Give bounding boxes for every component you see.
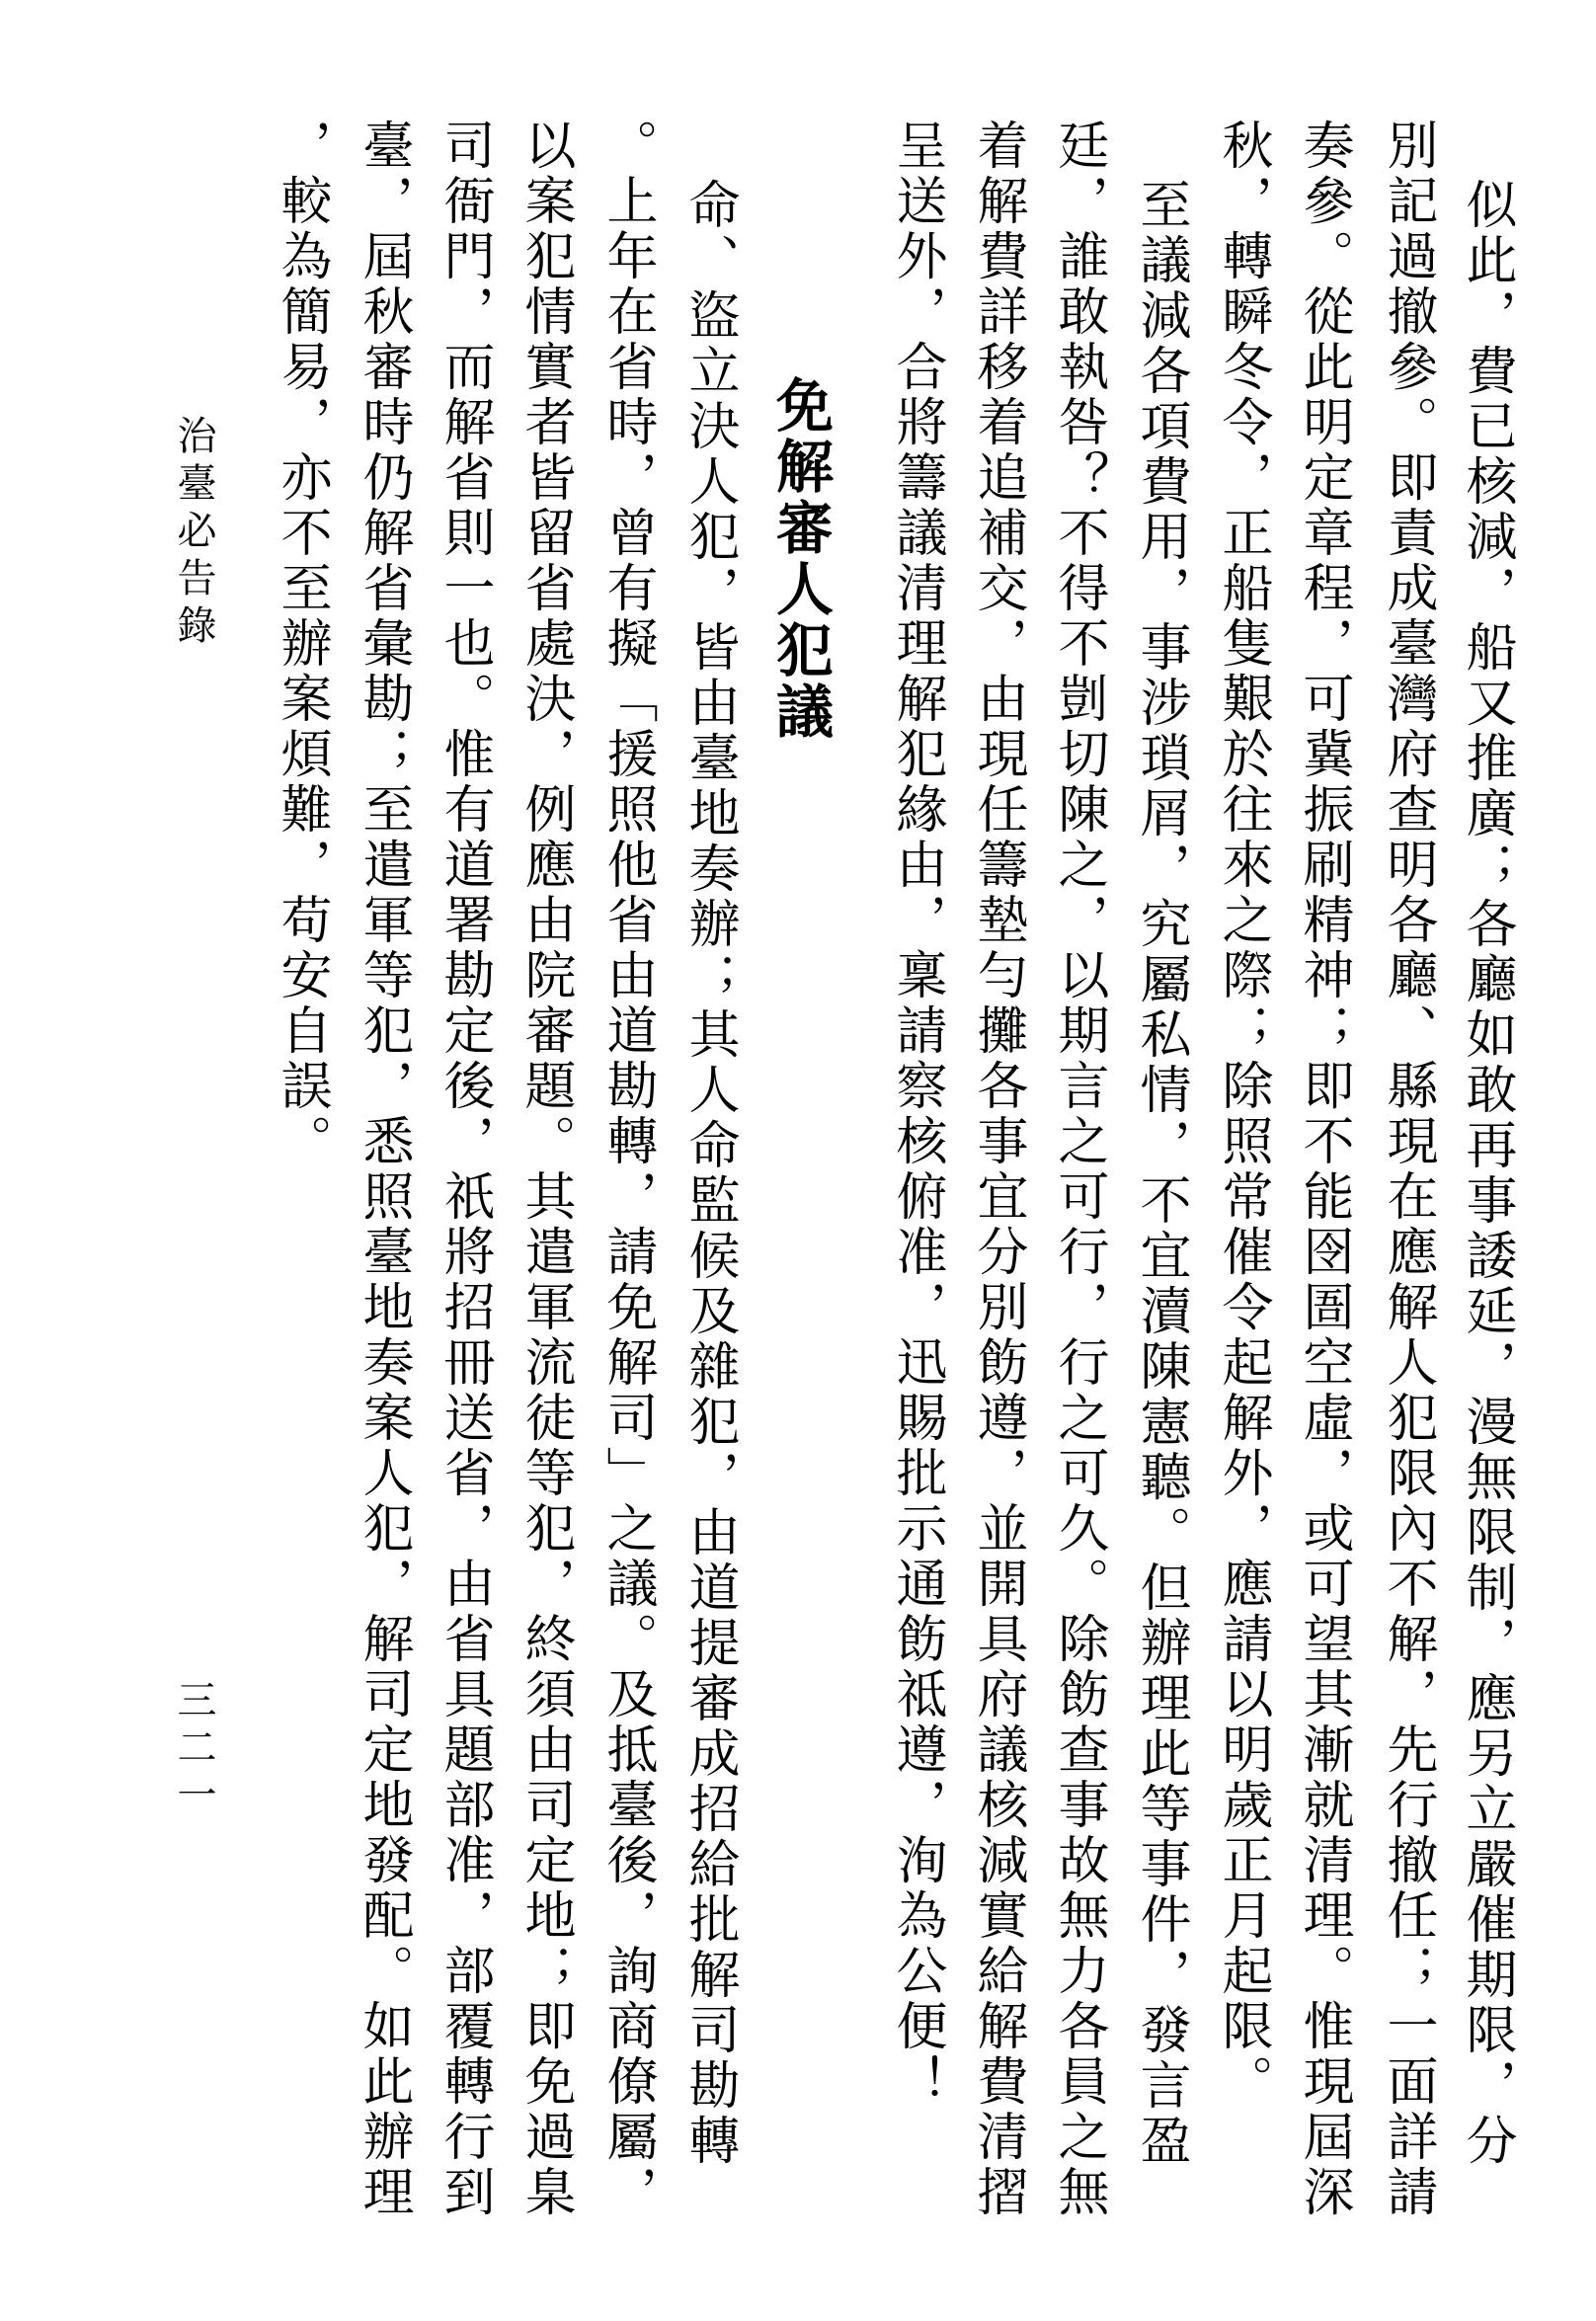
- text-column-3: 奏參。從此明定章程，可冀振刷精神；即不能囹圄空虛，或可望其漸就清理。惟現屆深: [1294, 119, 1353, 2220]
- text-column-7: 着解費詳移着追補交，由現任籌墊勻攤各事宜分別飭遵，並開具府議核減實給解費清摺: [968, 119, 1027, 2220]
- text-column-5: 至議減各項費用，事涉瑣屑，究屬私情，不宜瀆陳憲聽。但辦理此等事件，發言盈: [1131, 178, 1190, 2169]
- section-column-4: 司衙門，而解省則一也。惟有道署勘定後，祇將招冊送省，由省具題部准，部覆轉行到: [435, 119, 494, 2220]
- section-column-6: ，較為簡易，亦不至辦案煩難，苟安自誤。: [272, 119, 331, 1169]
- section-heading: 免解審人犯議: [766, 375, 834, 743]
- section-column-2: 。上年在省時，曾有擬「援照他省由道勘轉，請免解司」之議。及抵臺後，詢商僚屬，: [598, 119, 657, 2220]
- section-column-5: 臺，屆秋審時仍解省彙勘；至遣軍等犯，悉照臺地奏案人犯，解司定地發配。如此辦理: [354, 119, 413, 2220]
- text-column-4: 秋，轉瞬冬令，正船隻艱於往來之際；除照常催令起解外，應請以明歲正月起限。: [1213, 119, 1272, 2110]
- section-column-1: 命、盜立決人犯，皆由臺地奏辦；其人命監候及雜犯，由道提審成招給批解司勘轉: [679, 178, 739, 2169]
- text-column-8: 呈送外，合將籌議清理解犯緣由，稟請察核俯准，迅賜批示通飭祗遵，洵為公便！: [887, 119, 946, 2110]
- section-column-3: 以案犯情實者皆留省處決，例應由院審題。其遣軍流徒等犯，終須由司定地；即免過臬: [516, 119, 575, 2220]
- book-title: 治臺必告錄: [171, 415, 216, 652]
- text-column-2: 別記過撤參。即責成臺灣府查明各廳、縣現在應解人犯限內不解，先行撤任；一面詳請: [1378, 119, 1437, 2220]
- text-column-1: 似此，費已核減，船又推廣；各廳如敢再事諉延，漫無限制，應另立嚴催期限，分: [1457, 178, 1516, 2169]
- page-number: 三二一: [171, 1679, 216, 1821]
- text-column-6: 廷，誰敢執咎？不得不剴切陳之，以期言之可行，行之可久。除飭查事故無力各員之無: [1049, 119, 1108, 2220]
